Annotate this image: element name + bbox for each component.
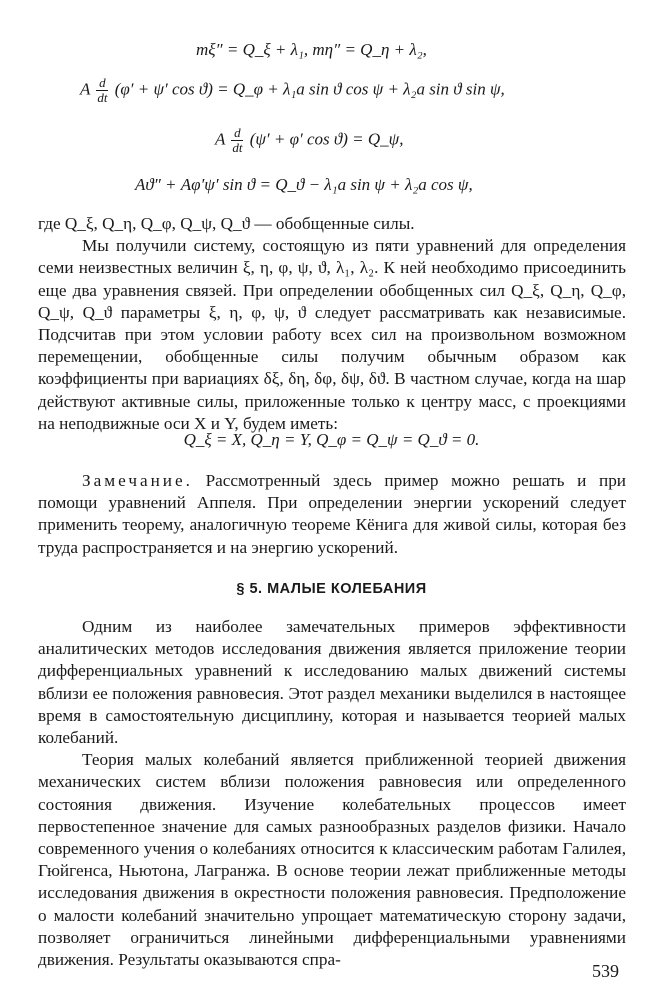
paragraph-theory: Теория малых колебаний является приближенной теорией движения механических систем вблизи положения равновесия или определенного состояния движения. Изучение колебательных процессов имеет первостепенное значение для самых разнообразных разделов физики. Начало современного учения о колебаниях относится к классическим работам Галилея, Гюйгенса, Ньютона, Лагранжа. В основе теории лежат приближенные методы исследования движения в окрестности положения равновесия. Предположение о малости колебаний значительно упрощает математическую сторону задачи, позволяет ограничиться линейными дифференциальными уравнениями движения. Результаты оказываются спра- [38,750,626,970]
equation-3 [215,126,403,155]
equation-3-lhs: A [215,129,226,149]
paragraph-system: Мы получили систему, состоящую из пяти уравнений для определения семи неизвестных величин ξ, η, φ, ψ, ϑ, λ₁, λ₂. К ней необходимо присоединить еще два уравнения связей. При определении обобщенных сил Q_ξ, Q_η, Q_φ, Q_ψ, Q_ϑ параметры ξ, η, φ, ψ, ϑ следует рассматривать как независимые. Подсчитав при этом условии работу всех сил на произвольном возможном перемещении, обобщенные силы получим обычным образом как коэффициенты при вариациях δξ, δη, δφ, δψ, δϑ. В частном случае, когда на шар действуют активные силы, приложенные только к центру масс, с проекциями на неподвижные оси X и Y, будем иметь: [38,236,626,433]
note-text: Рассмотренный здесь пример можно решать и при помощи уравнений Аппеля. При определении энергии ускорений следует применить теорему, аналогичную теореме Кёнига для живой силы, которая без труда распространяется и на энергию ускорений. [38,471,626,557]
equation-3-rhs: (ψ′ + φ′ cos ϑ) = Q_ψ, [249,129,404,149]
equation-5 [0,429,663,451]
fraction-numerator: d [96,76,108,91]
fraction-numerator: d [231,126,243,141]
equation-2-rhs: (φ′ + ψ′ cos ϑ) = Q_φ + λ₁a sin ϑ cos ψ + λ₂a sin ϑ sin ψ, [114,79,505,99]
fraction-denominator: dt [232,140,243,155]
equation-1-text: mξ″ = Q_ξ + λ₁, mη″ = Q_η + λ₂, [196,40,427,59]
paragraph-intro: Одним из наиболее замечательных примеров эффективности аналитических методов исследования движения является приложение теории дифференциальных уравнений к исследованию малых движений системы вблизи ее положения равновесия. Этот раздел механики выделился в настоящее время в самостоятельную дисциплину, которая и называется теорией малых колебаний. [38,617,626,748]
text-block-note [38,470,626,559]
equation-2-lhs: A [80,79,91,99]
derivative-fraction [231,126,243,155]
fraction-denominator: dt [97,90,108,105]
equation-2 [80,76,505,105]
paragraph-note [38,470,626,559]
text-block-1 [38,213,626,435]
derivative-fraction [96,76,108,105]
paragraph-forces: где Q_ξ, Q_η, Q_φ, Q_ψ, Q_ϑ — обобщенные силы. [38,214,415,233]
equation-5-text: Q_ξ = X, Q_η = Y, Q_φ = Q_ψ = Q_ϑ = 0. [183,430,480,449]
text-block-section [38,616,626,971]
equation-4 [135,174,473,196]
equation-4-text: Aϑ″ + Aφ′ψ′ sin ϑ = Q_ϑ − λ₁a sin ψ + λ₂a cos ψ, [135,175,473,194]
note-label: Замечание. [82,471,193,490]
section-title [0,581,663,597]
equation-1 [196,39,427,61]
page-number: 539 [592,961,619,981]
section-title-text: § 5. МАЛЫЕ КОЛЕБАНИЯ [236,581,427,597]
